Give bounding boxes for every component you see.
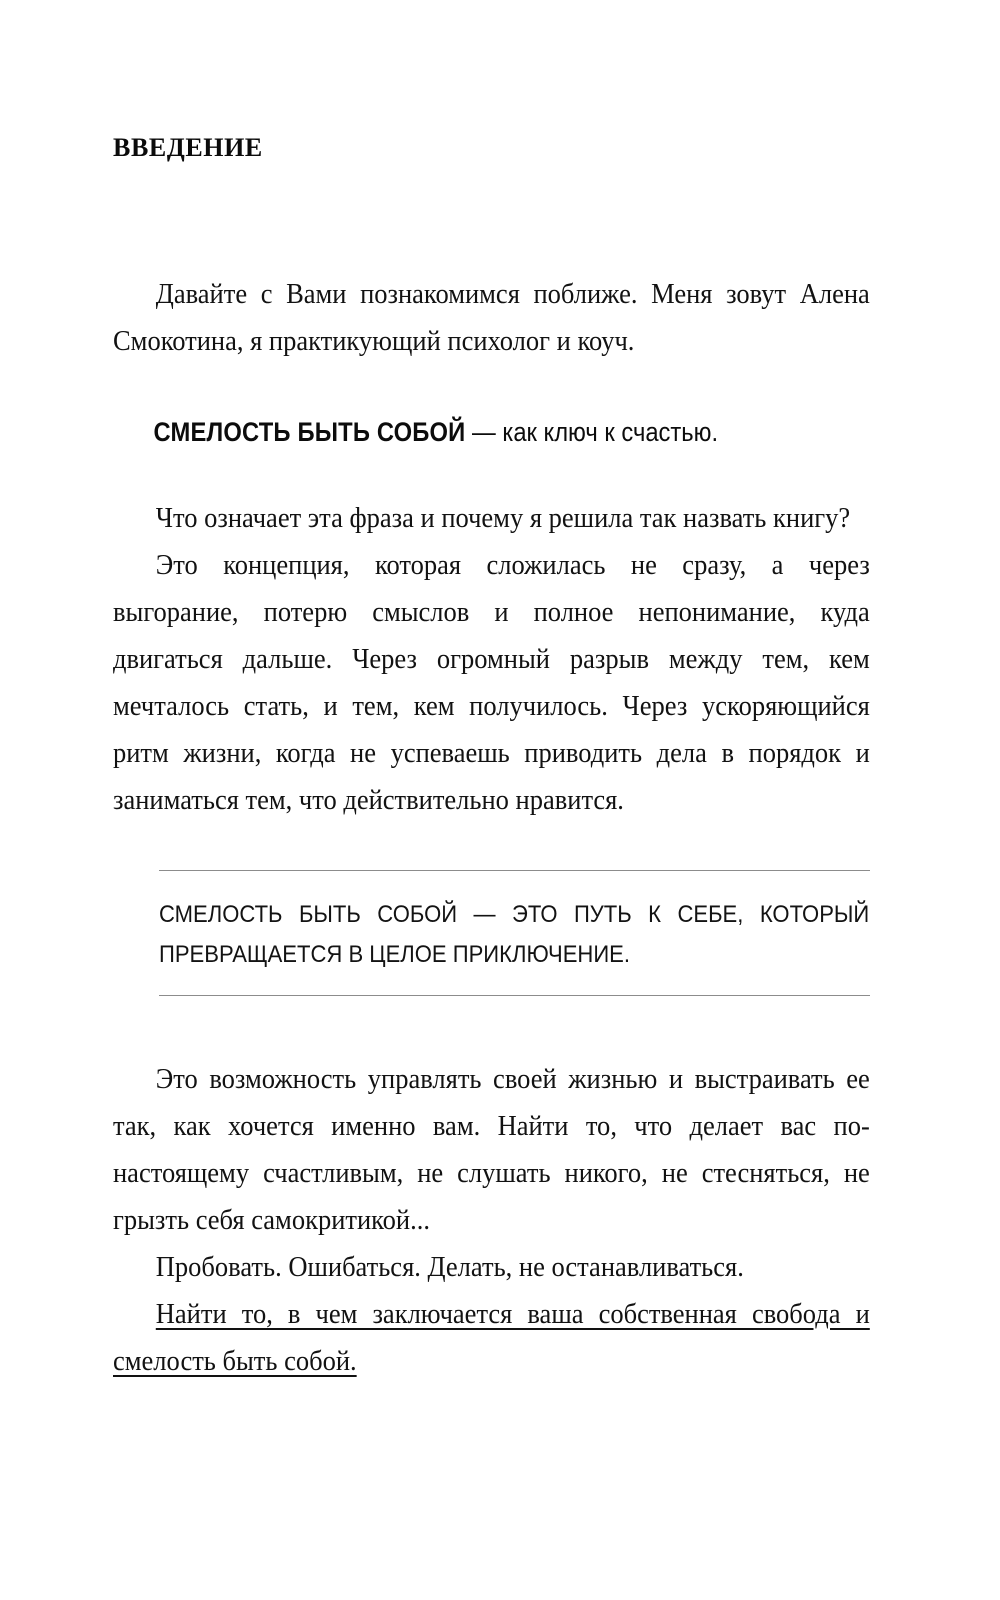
pull-quote-rule-bottom: [159, 995, 870, 996]
spacer-after-pullquote: [113, 996, 870, 1056]
pull-quote-block: [159, 870, 870, 996]
paragraph-concept: Это концепция, которая сложилась не сразу, а через выгорание, потерю смыслов и полное непонимание, куда двигаться дальше. Через огромный разрыв между тем, кем мечталось стать, и тем, кем получилось. Через ускоряющийся ритм жизни, когда не успеваешь приводить дела в порядок и заниматься тем, что действительно нравится.: [113, 549, 870, 816]
spacer-after-lead-line: [113, 452, 870, 495]
pull-quote-inner: [159, 871, 870, 995]
lead-in-rest: — как ключ к счастью.: [465, 416, 719, 447]
paragraph-try: Пробовать. Ошибаться. Делать, не останавливаться.: [155, 1251, 744, 1283]
spacer-after-title: [113, 165, 870, 271]
spacer-before-pullquote: [113, 824, 870, 870]
lead-in-bold: СМЕЛОСТЬ БЫТЬ СОБОЙ: [153, 416, 466, 447]
paragraph-intro: Давайте с Вами познакомимся поближе. Меня зовут Алена Смокотина, я практикующий психолог и коуч.: [113, 278, 870, 357]
lead-in-line: [113, 412, 906, 452]
text-column: [113, 126, 870, 1385]
paragraph-question: Что означает эта фраза и почему я решила так назвать книгу?: [155, 502, 851, 534]
paragraph-possibility: Это возможность управлять своей жизнью и выстраивать ее так, как хочется именно вам. Найти то, что делает вас по-настоящему счастливым, не слушать никого, не стесняться, не грызть себя самокритикой...: [113, 1063, 870, 1236]
page-title: введение: [113, 124, 263, 165]
paragraph-closing-underlined: Найти то, в чем заключается ваша собственная свобода и смелость быть собой.: [113, 1298, 870, 1377]
spacer-before-lead-line: [113, 365, 870, 412]
pull-quote-text: СМЕЛОСТЬ БЫТЬ СОБОЙ — ЭТО ПУТЬ К СЕБЕ, КОТОРЫЙ ПРЕВРАЩАЕТСЯ В ЦЕЛОЕ ПРИКЛЮЧЕНИЕ.: [159, 900, 870, 968]
